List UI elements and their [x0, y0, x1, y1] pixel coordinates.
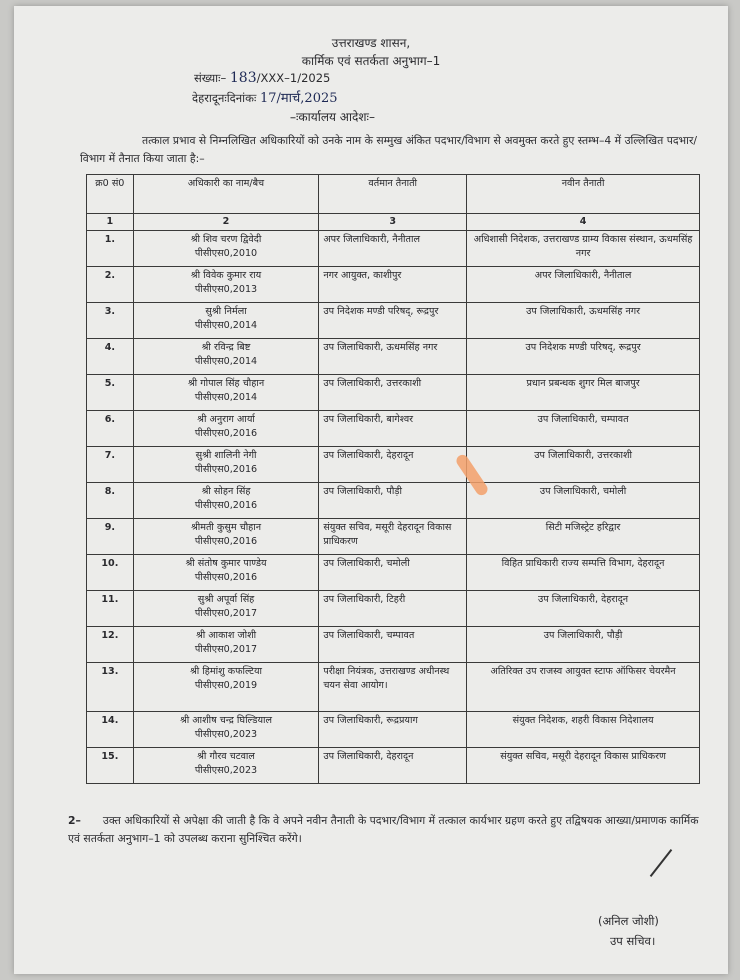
cell-sn: [87, 267, 134, 303]
cell-sn: [87, 447, 134, 483]
current-posting: उप जिलाधिकारी, पौड़ी: [323, 486, 402, 497]
current-posting: उप जिलाधिकारी, ऊधमसिंह नगर: [323, 342, 438, 353]
cell-new: [467, 231, 700, 267]
col-header-name: अधिकारी का नाम/बैच: [133, 175, 319, 214]
reference-number: [194, 70, 330, 86]
table-row: [87, 411, 700, 447]
cell-sn: [87, 303, 134, 339]
serial-number: 2.: [104, 270, 116, 281]
new-posting: सिटी मजिस्ट्रेट हरिद्वार: [545, 522, 621, 533]
officer-name: श्री रविन्द्र बिष्ट: [201, 342, 251, 353]
cell-name: [133, 748, 319, 784]
cell-sn: [87, 375, 134, 411]
cell-current: [319, 663, 467, 712]
cell-sn: [87, 712, 134, 748]
serial-number: 9.: [104, 522, 116, 533]
new-posting: अपर जिलाधिकारी, नैनीताल: [534, 270, 632, 281]
new-posting: प्रधान प्रबन्धक शुगर मिल बाजपुर: [526, 378, 640, 389]
table-row: [87, 591, 700, 627]
cell-name: [133, 411, 319, 447]
cell-name: [133, 447, 319, 483]
officer-block: [138, 269, 315, 297]
date-label: देहरादूनःदिनांकः: [192, 91, 257, 105]
signatory-designation: उप सचिव।: [610, 934, 656, 948]
cell-new: [467, 447, 700, 483]
table-row: [87, 339, 700, 375]
officer-name: श्री अनुराग आर्या: [197, 414, 255, 425]
table-row: [87, 748, 700, 784]
current-posting: उप जिलाधिकारी, टिहरी: [323, 594, 406, 605]
officer-batch: पीसीएस0,2016: [194, 572, 258, 583]
col-number: 3: [319, 214, 467, 231]
cell-current: [319, 627, 467, 663]
cell-new: [467, 712, 700, 748]
new-posting: उप जिलाधिकारी, ऊधमसिंह नगर: [526, 306, 641, 317]
current-posting: उप जिलाधिकारी, बागेश्वर: [323, 414, 414, 425]
cell-current: [319, 231, 467, 267]
cell-sn: [87, 339, 134, 375]
officer-batch: पीसीएस0,2016: [194, 536, 258, 547]
new-posting: विहित प्राधिकारी राज्य सम्पत्ति विभाग, देहरादून: [501, 558, 665, 569]
cell-current: [319, 411, 467, 447]
cell-name: [133, 663, 319, 712]
current-posting: उप जिलाधिकारी, चम्पावत: [323, 630, 415, 641]
cell-sn: [87, 663, 134, 712]
cell-sn: [87, 748, 134, 784]
officer-name: सुश्री निर्मला: [205, 306, 247, 317]
current-posting: उप जिलाधिकारी, चमोली: [323, 558, 410, 569]
officer-block: [138, 413, 315, 441]
cell-new: [467, 519, 700, 555]
new-posting: संयुक्त निदेशक, शहरी विकास निदेशालय: [512, 715, 654, 726]
new-posting: अतिरिक्त उप राजस्व आयुक्त स्टाफ ऑफिसर चेयरमैन: [490, 666, 676, 677]
officer-name: श्री गोपाल सिंह चौहान: [187, 378, 265, 389]
cell-current: [319, 375, 467, 411]
serial-number: 11.: [101, 594, 119, 605]
current-posting: उप जिलाधिकारी, देहरादून: [323, 751, 414, 762]
serial-number: 4.: [104, 342, 116, 353]
cell-name: [133, 375, 319, 411]
officer-name: श्री आकाश जोशी: [195, 630, 257, 641]
officer-block: [138, 341, 315, 369]
officer-block: [138, 521, 315, 549]
intro-text: तत्काल प्रभाव से निम्नलिखित अधिकारियों को उनके नाम के सम्मुख अंकित पदभार/विभाग से अवमुक्त करते हुए स्तम्भ–4 में उल्लिखित पदभार/विभाग में तैनात किया जाता है:–: [80, 134, 697, 165]
cell-new: [467, 483, 700, 519]
new-posting: संयुक्त सचिव, मसूरी देहरादून विकास प्राधिकरण: [500, 751, 666, 762]
officer-block: [138, 377, 315, 405]
cell-sn: [87, 555, 134, 591]
cell-current: [319, 447, 467, 483]
officer-name: श्री हिमांशु कफल्टिया: [190, 666, 263, 677]
serial-number: 10.: [101, 558, 119, 569]
current-posting: उप जिलाधिकारी, देहरादून: [323, 450, 414, 461]
officer-batch: पीसीएस0,2010: [194, 248, 258, 259]
cell-sn: [87, 231, 134, 267]
cell-current: [319, 519, 467, 555]
current-posting: उप निदेशक मण्डी परिषद्, रूद्रपुर: [323, 306, 439, 317]
ref-suffix: /XXX–1/2025: [256, 71, 331, 85]
signature-stroke: [650, 849, 673, 877]
table-row: [87, 519, 700, 555]
officer-block: [138, 593, 315, 621]
cell-sn: [87, 627, 134, 663]
cell-new: [467, 555, 700, 591]
cell-sn: [87, 411, 134, 447]
current-posting: उप जिलाधिकारी, रूद्रप्रयाग: [323, 715, 418, 726]
intro-paragraph: [80, 132, 700, 168]
officer-name: सुश्री शालिनी नेगी: [195, 450, 257, 461]
cell-new: [467, 339, 700, 375]
cell-name: [133, 339, 319, 375]
cell-current: [319, 483, 467, 519]
cell-name: [133, 483, 319, 519]
officer-batch: पीसीएस0,2016: [194, 464, 258, 475]
officer-batch: पीसीएस0,2014: [194, 356, 258, 367]
officer-batch: पीसीएस0,2016: [194, 500, 258, 511]
table-row: [87, 712, 700, 748]
current-posting: परीक्षा नियंत्रक, उत्तराखण्ड अधीनस्थ चयन सेवा आयोग।: [323, 666, 450, 691]
table-row: [87, 267, 700, 303]
transfer-table: [86, 174, 700, 784]
column-number-row: [87, 214, 700, 231]
serial-number: 7.: [104, 450, 116, 461]
officer-name: श्री आशीष चन्द्र घिल्डियाल: [179, 715, 273, 726]
officer-name: श्री सोहन सिंह: [201, 486, 251, 497]
table-row: [87, 231, 700, 267]
officer-name: श्री गौरव चटवाल: [197, 751, 255, 762]
col-number: 4: [467, 214, 700, 231]
cell-current: [319, 555, 467, 591]
cell-current: [319, 339, 467, 375]
officer-batch: पीसीएस0,2019: [194, 680, 258, 691]
cell-current: [319, 712, 467, 748]
table-row: [87, 447, 700, 483]
cell-new: [467, 375, 700, 411]
current-posting: संयुक्त सचिव, मसूरी देहरादून विकास प्राधिकरण: [323, 522, 452, 547]
col-number: 1: [87, 214, 134, 231]
officer-batch: पीसीएस0,2017: [194, 608, 258, 619]
new-posting: अधिशासी निदेशक, उत्तराखण्ड ग्राम्य विकास संस्थान, ऊधमसिंह नगर: [473, 234, 693, 259]
govt-name: उत्तराखण्ड शासन,: [331, 36, 411, 50]
ref-number: 183: [229, 70, 257, 86]
officer-block: [138, 305, 315, 333]
officer-batch: पीसीएस0,2023: [194, 729, 258, 740]
cell-current: [319, 267, 467, 303]
table-row: [87, 375, 700, 411]
officer-block: [138, 449, 315, 477]
table-body: [87, 214, 700, 784]
col-number: 2: [133, 214, 319, 231]
serial-number: 5.: [104, 378, 116, 389]
new-posting: उप जिलाधिकारी, उत्तरकाशी: [534, 450, 632, 461]
cell-current: [319, 748, 467, 784]
serial-number: 13.: [101, 666, 119, 677]
new-posting: उप निदेशक मण्डी परिषद्, रूद्रपुर: [525, 342, 641, 353]
cell-current: [319, 303, 467, 339]
officer-name: श्री शिव चरण द्विवेदी: [190, 234, 262, 245]
serial-number: 6.: [104, 414, 116, 425]
cell-name: [133, 627, 319, 663]
current-posting: अपर जिलाधिकारी, नैनीताल: [323, 234, 420, 245]
officer-block: [138, 233, 315, 261]
col-header-current: वर्तमान तैनाती: [319, 175, 467, 214]
cell-sn: [87, 483, 134, 519]
table-row: [87, 483, 700, 519]
cell-name: [133, 231, 319, 267]
officer-block: [138, 557, 315, 585]
officer-name: श्रीमती कुसुम चौहान: [190, 522, 262, 533]
cell-sn: [87, 591, 134, 627]
officer-name: श्री विवेक कुमार राय: [190, 270, 262, 281]
order-date: [192, 88, 338, 106]
cell-name: [133, 519, 319, 555]
department-name: कार्मिक एवं सतर्कता अनुभाग–1: [301, 54, 441, 68]
officer-block: [138, 750, 315, 778]
cell-current: [319, 591, 467, 627]
officer-name: श्री संतोष कुमार पाण्डेय: [185, 558, 267, 569]
cell-sn: [87, 519, 134, 555]
new-posting: उप जिलाधिकारी, चम्पावत: [537, 414, 629, 425]
officer-batch: पीसीएस0,2016: [194, 428, 258, 439]
cell-new: [467, 411, 700, 447]
officer-batch: पीसीएस0,2014: [194, 392, 258, 403]
new-posting: उप जिलाधिकारी, देहरादून: [538, 594, 629, 605]
table-row: [87, 555, 700, 591]
ref-label: संख्याः–: [194, 71, 227, 85]
officer-block: [138, 485, 315, 513]
serial-number: 1.: [104, 234, 116, 245]
cell-name: [133, 303, 319, 339]
cell-name: [133, 591, 319, 627]
cell-name: [133, 555, 319, 591]
table-row: [87, 303, 700, 339]
new-posting: उप जिलाधिकारी, चमोली: [539, 486, 627, 497]
serial-number: 15.: [101, 751, 119, 762]
current-posting: उप जिलाधिकारी, उत्तरकाशी: [323, 378, 422, 389]
order-title: –ःकार्यालय आदेशः–: [290, 110, 375, 124]
signatory-name: (अनिल जोशी): [598, 914, 659, 928]
officer-name: सुश्री अपूर्वा सिंह: [197, 594, 255, 605]
new-posting: उप जिलाधिकारी, पौड़ी: [543, 630, 623, 641]
cell-new: [467, 748, 700, 784]
officer-batch: पीसीएस0,2014: [194, 320, 258, 331]
cell-new: [467, 267, 700, 303]
table-row: [87, 627, 700, 663]
officer-batch: पीसीएस0,2013: [194, 284, 258, 295]
officer-batch: पीसीएस0,2023: [194, 765, 258, 776]
table-row: [87, 663, 700, 712]
serial-number: 3.: [104, 306, 116, 317]
paragraph-2: [68, 812, 704, 848]
paragraph-number: 2–: [68, 814, 81, 827]
cell-new: [467, 627, 700, 663]
officer-block: [138, 629, 315, 657]
cell-name: [133, 712, 319, 748]
serial-number: 8.: [104, 486, 116, 497]
col-header-new: नवीन तैनाती: [467, 175, 700, 214]
cell-new: [467, 303, 700, 339]
serial-number: 12.: [101, 630, 119, 641]
serial-number: 14.: [101, 715, 119, 726]
cell-new: [467, 591, 700, 627]
table-header-row: [87, 175, 700, 214]
officer-block: [138, 665, 315, 693]
current-posting: नगर आयुक्त, काशीपुर: [323, 270, 402, 281]
document-page: [14, 6, 728, 974]
col-header-sn: क्र0 सं0: [87, 175, 134, 214]
cell-new: [467, 663, 700, 712]
paragraph-2-text: उक्त अधिकारियों से अपेक्षा की जाती है कि वे अपने नवीन तैनाती के पदभार/विभाग में तत्काल कार्यभार ग्रहण करते हुए तद्विषयक आख्या/प्रमाणक कार्मिक एवं सतर्कता अनुभाग–1 को उपलब्ध कराना सुनिश्चित करेंगे।: [68, 814, 699, 845]
cell-name: [133, 267, 319, 303]
date-value: 17/मार्च,2025: [259, 91, 338, 106]
officer-batch: पीसीएस0,2017: [194, 644, 258, 655]
officer-block: [138, 714, 315, 742]
